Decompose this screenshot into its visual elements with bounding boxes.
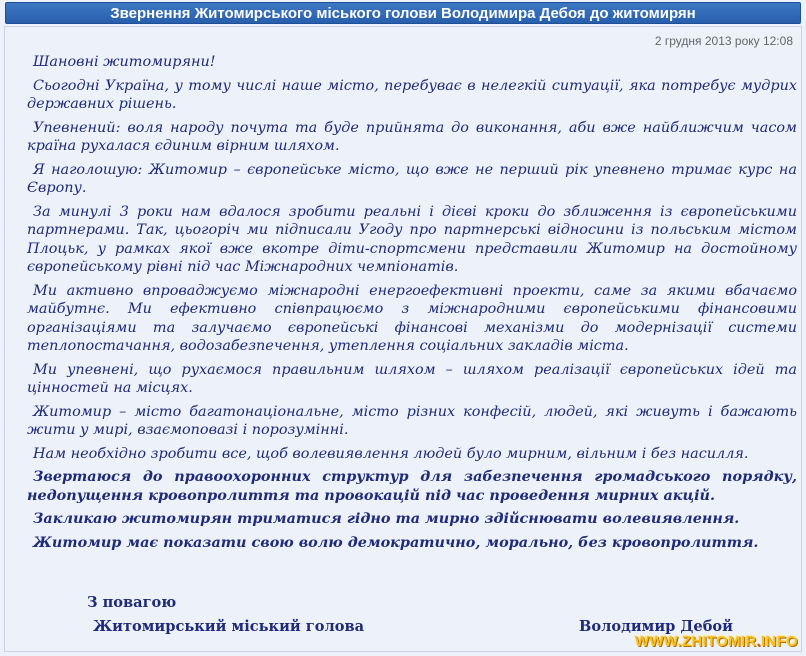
paragraph: За минулі 3 роки нам вдалося зробити реальні і дієві кроки до зближення із європейськими партнерами. Так, цьогоріч ми підписали Угоду про партнерські відносини із польським містом Плоцьк, у рамках якої вже вкотре діти-спортсмени представили Житомир на достойному європейському рівні під час Міжнародних чемпіонатів. bbox=[27, 203, 797, 275]
paragraph: Нам необхідно зробити все, щоб волевиявлення людей було мирним, вільним і без насилля. bbox=[33, 445, 749, 462]
paragraph: Житомир – місто багатонаціональне, місто різних конфесій, людей, які живуть і бажають жити у мирі, взаємоповазі і порозумінні. bbox=[27, 403, 797, 438]
article-title: Звернення Житомирського міського голови Володимира Дебоя до житомирян bbox=[5, 2, 801, 24]
watermark-suffix: INFO bbox=[760, 633, 798, 650]
paragraph: Упевнений: воля народу почута та буде прийнята до виконання, аби вже найближчим часом країна рухалася єдиним вірним шляхом. bbox=[27, 119, 797, 154]
bold-paragraph: Житомир має показати свою волю демократично, морально, без кровопролиття. bbox=[33, 533, 759, 551]
paragraph: Сьогодні Україна, у тому числі наше місто, перебуває в нелегкій ситуації, яка потребує мудрих державних рішень. bbox=[27, 77, 797, 112]
signature-position: Житомирський міський голова bbox=[93, 618, 365, 635]
paragraph: Я наголошую: Житомир – європейське місто, що вже не перший рік упевнено тримає курс на Європу. bbox=[27, 161, 797, 196]
article-content bbox=[4, 26, 802, 652]
watermark-dot: . bbox=[756, 633, 761, 650]
bold-paragraph: Звертаюся до правоохоронних структур для забезпечення громадського порядку, недопущення кровопролиття та провокацій під час проведення мирних акцій. bbox=[27, 468, 797, 504]
signature-name: Володимир Дебой bbox=[579, 618, 733, 635]
paragraph: Ми упевнені, що рухаємося правильним шляхом – шляхом реалізації європейських ідей та цінностей на місцях. bbox=[27, 361, 797, 396]
paragraph: Ми активно впроваджуємо міжнародні енергоефективні проекти, саме за якими вбачаємо майбутнє. Ми ефективно співпрацюємо з міжнародними європейськими фінансовими організаціями та залучаємо європейські фінансові механізми до модернізації системи теплопостачання, водозабезпечення, утеплення соціальних закладів міста. bbox=[27, 282, 797, 354]
watermark-prefix: WWW.ZHITOMIR bbox=[634, 633, 757, 650]
publish-date: 2 грудня 2013 року 12:08 bbox=[654, 34, 793, 48]
signature-closing: З повагою bbox=[87, 594, 177, 611]
article-body bbox=[27, 53, 797, 557]
greeting-paragraph: Шановні житомиряни! bbox=[33, 54, 216, 70]
site-watermark bbox=[635, 633, 798, 650]
bold-paragraph: Закликаю житомирян триматися гідно та мирно здійснювати волевиявлення. bbox=[33, 510, 740, 527]
